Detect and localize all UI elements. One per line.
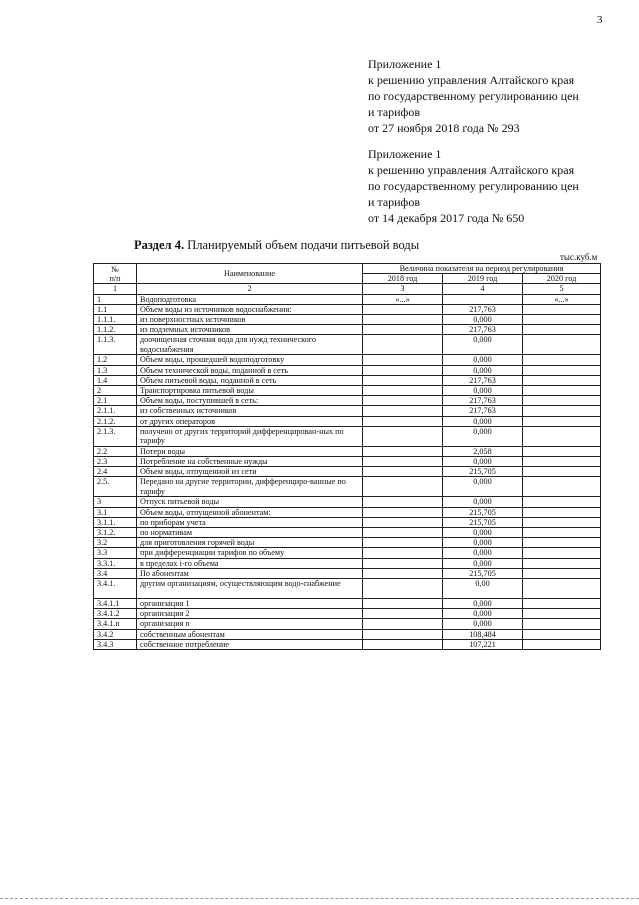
row-name: из подземных источников xyxy=(137,325,363,335)
row-number: 2.1.2. xyxy=(94,416,137,426)
row-name: другим организациям, осуществляющим водо-снабжение xyxy=(137,579,363,599)
header-num xyxy=(94,264,137,284)
section-heading: Планируемый объем подачи питьевой воды xyxy=(187,238,420,252)
row-name: Транспортировка питьевой воды xyxy=(137,386,363,396)
row-number: 1.1.1. xyxy=(94,315,137,325)
value-2018 xyxy=(363,528,443,538)
value-2018 xyxy=(363,375,443,385)
column-number: 3 xyxy=(363,284,443,294)
value-2020 xyxy=(523,558,601,568)
row-name: Объем воды, поступившей в сеть: xyxy=(137,396,363,406)
table-row xyxy=(94,507,601,517)
row-number: 1.4 xyxy=(94,375,137,385)
appendix-line: Приложение 1 xyxy=(368,57,442,71)
table-row xyxy=(94,446,601,456)
value-2018 xyxy=(363,497,443,507)
value-2019: 217,763 xyxy=(443,304,523,314)
value-2020: «...» xyxy=(523,294,601,304)
row-name: собственное потребление xyxy=(137,639,363,649)
value-2020 xyxy=(523,467,601,477)
table-row xyxy=(94,396,601,406)
value-2020 xyxy=(523,416,601,426)
value-2020 xyxy=(523,375,601,385)
value-2020 xyxy=(523,406,601,416)
table-row xyxy=(94,416,601,426)
table-row xyxy=(94,386,601,396)
table-row xyxy=(94,619,601,629)
value-2020 xyxy=(523,609,601,619)
value-2019: 108,484 xyxy=(443,629,523,639)
row-number: 3.3 xyxy=(94,548,137,558)
value-2020 xyxy=(523,457,601,467)
appendix-line: к решению управления Алтайского края xyxy=(368,73,575,87)
table-row xyxy=(94,426,601,446)
appendix-line: от 14 декабря 2017 года № 650 xyxy=(368,211,525,225)
value-2020 xyxy=(523,528,601,538)
table-row xyxy=(94,558,601,568)
row-number: 2.3 xyxy=(94,457,137,467)
row-name: организация n xyxy=(137,619,363,629)
value-2020 xyxy=(523,396,601,406)
table-row xyxy=(94,325,601,335)
row-number: 1.3 xyxy=(94,365,137,375)
value-2019: 217,763 xyxy=(443,396,523,406)
value-2020 xyxy=(523,335,601,355)
value-2020 xyxy=(523,548,601,558)
row-number: 1.1 xyxy=(94,304,137,314)
row-name: собственным абонентам xyxy=(137,629,363,639)
value-2020 xyxy=(523,386,601,396)
row-name: из собственных источников xyxy=(137,406,363,416)
value-2019: 0,000 xyxy=(443,315,523,325)
row-name: По абонентам xyxy=(137,568,363,578)
row-name: Объем питьевой воды, поданной в сеть xyxy=(137,375,363,385)
header-period: Величина показателя на период регулирования xyxy=(363,264,601,274)
row-name: Объем воды, отпущенной из сети xyxy=(137,467,363,477)
table-row xyxy=(94,294,601,304)
appendix-line: по государственному регулированию цен xyxy=(368,179,579,193)
row-number: 3.4.1.2 xyxy=(94,609,137,619)
row-number: 1.1.3. xyxy=(94,335,137,355)
value-2019: 0,000 xyxy=(443,386,523,396)
value-2018 xyxy=(363,629,443,639)
value-2018 xyxy=(363,639,443,649)
table-row xyxy=(94,548,601,558)
appendix-line: и тарифов xyxy=(368,195,421,209)
appendix-line: к решению управления Алтайского края xyxy=(368,163,575,177)
column-number: 5 xyxy=(523,284,601,294)
value-2018 xyxy=(363,304,443,314)
value-2019: 0,000 xyxy=(443,538,523,548)
column-number: 1 xyxy=(94,284,137,294)
value-2018 xyxy=(363,517,443,527)
value-2019: 0,000 xyxy=(443,609,523,619)
header-year-2019: 2019 год xyxy=(443,274,523,284)
value-2019: 0,000 xyxy=(443,335,523,355)
value-2018: «...» xyxy=(363,294,443,304)
row-number: 3.3.1. xyxy=(94,558,137,568)
row-name: Объем воды, отпущенной абонентам: xyxy=(137,507,363,517)
appendix-line: Приложение 1 xyxy=(368,147,442,161)
header-num-bottom: п/п xyxy=(109,273,121,283)
value-2019: 0,000 xyxy=(443,426,523,446)
table-row xyxy=(94,406,601,416)
value-2019: 0,000 xyxy=(443,558,523,568)
value-2018 xyxy=(363,335,443,355)
column-number-row xyxy=(94,284,601,294)
row-name: Потребление на собственные нужды xyxy=(137,457,363,467)
row-number: 2.5. xyxy=(94,477,137,497)
table-row xyxy=(94,599,601,609)
value-2018 xyxy=(363,609,443,619)
value-2019: 215,705 xyxy=(443,517,523,527)
row-number: 1.1.2. xyxy=(94,325,137,335)
value-2020 xyxy=(523,538,601,548)
row-number: 1 xyxy=(94,294,137,304)
row-name: в пределах i-го объема xyxy=(137,558,363,568)
row-number: 3.4.1.n xyxy=(94,619,137,629)
value-2020 xyxy=(523,355,601,365)
table-row xyxy=(94,609,601,619)
value-2018 xyxy=(363,548,443,558)
value-2020 xyxy=(523,304,601,314)
row-number: 3.4.3 xyxy=(94,639,137,649)
row-name: для приготовления горячей воды xyxy=(137,538,363,548)
unit-label: тыс.куб.м xyxy=(560,252,598,262)
value-2020 xyxy=(523,579,601,599)
row-number: 3 xyxy=(94,497,137,507)
value-2019 xyxy=(443,294,523,304)
value-2018 xyxy=(363,426,443,446)
row-name: Объем воды из источников водоснабжения: xyxy=(137,304,363,314)
bottom-divider xyxy=(0,898,639,899)
value-2020 xyxy=(523,315,601,325)
value-2018 xyxy=(363,396,443,406)
value-2018 xyxy=(363,446,443,456)
appendix-line: по государственному регулированию цен xyxy=(368,89,579,103)
header-year-2018: 2018 год xyxy=(363,274,443,284)
header-name: Наименование xyxy=(137,264,363,284)
appendix-line: от 27 ноября 2018 года № 293 xyxy=(368,121,520,135)
value-2018 xyxy=(363,467,443,477)
header-year-2020: 2020 год xyxy=(523,274,601,284)
table-row xyxy=(94,315,601,325)
value-2019: 215,705 xyxy=(443,568,523,578)
row-number: 2.1 xyxy=(94,396,137,406)
row-number: 3.1.1. xyxy=(94,517,137,527)
row-number: 2.2 xyxy=(94,446,137,456)
page-number: 3 xyxy=(597,14,603,26)
row-name: Передано на другие территории, дифференциро-ванные по тарифу xyxy=(137,477,363,497)
value-2019: 0,000 xyxy=(443,416,523,426)
row-name: из поверхностных источников xyxy=(137,315,363,325)
value-2018 xyxy=(363,416,443,426)
row-name: организация 2 xyxy=(137,609,363,619)
table-row xyxy=(94,365,601,375)
table-body xyxy=(94,294,601,649)
table-row xyxy=(94,457,601,467)
value-2018 xyxy=(363,579,443,599)
value-2020 xyxy=(523,426,601,446)
value-2018 xyxy=(363,457,443,467)
table-row xyxy=(94,528,601,538)
row-number: 2.1.1. xyxy=(94,406,137,416)
table-row xyxy=(94,517,601,527)
value-2020 xyxy=(523,599,601,609)
value-2020 xyxy=(523,568,601,578)
table-row xyxy=(94,629,601,639)
table-row xyxy=(94,375,601,385)
table-row xyxy=(94,639,601,649)
row-number: 2.4 xyxy=(94,467,137,477)
value-2018 xyxy=(363,365,443,375)
value-2019: 0,000 xyxy=(443,457,523,467)
table-row xyxy=(94,355,601,365)
table-row xyxy=(94,497,601,507)
appendix-note-2018 xyxy=(368,56,579,136)
row-number: 3.1.2. xyxy=(94,528,137,538)
row-number: 3.4 xyxy=(94,568,137,578)
row-number: 2 xyxy=(94,386,137,396)
row-number: 2.1.3. xyxy=(94,426,137,446)
table-row xyxy=(94,335,601,355)
value-2020 xyxy=(523,365,601,375)
row-name: Потери воды xyxy=(137,446,363,456)
row-name: при дифференциации тарифов по объему xyxy=(137,548,363,558)
value-2018 xyxy=(363,477,443,497)
row-name: Водоподготовка xyxy=(137,294,363,304)
value-2019: 0,000 xyxy=(443,477,523,497)
value-2019: 0,000 xyxy=(443,619,523,629)
value-2018 xyxy=(363,558,443,568)
row-name: Объем технической воды, поданной в сеть xyxy=(137,365,363,375)
header-num-top: № xyxy=(111,264,119,274)
table-row xyxy=(94,467,601,477)
value-2018 xyxy=(363,619,443,629)
value-2019: 217,763 xyxy=(443,406,523,416)
row-name: организация 1 xyxy=(137,599,363,609)
row-name: Отпуск питьевой воды xyxy=(137,497,363,507)
section-title xyxy=(134,238,419,253)
appendix-note-2017 xyxy=(368,146,579,226)
value-2018 xyxy=(363,507,443,517)
value-2019: 0,00 xyxy=(443,579,523,599)
row-number: 3.2 xyxy=(94,538,137,548)
row-name: по нормативам xyxy=(137,528,363,538)
value-2020 xyxy=(523,325,601,335)
row-number: 3.1 xyxy=(94,507,137,517)
column-number: 4 xyxy=(443,284,523,294)
header-row xyxy=(94,264,601,274)
table-row xyxy=(94,477,601,497)
value-2019: 0,000 xyxy=(443,497,523,507)
table-row xyxy=(94,568,601,578)
value-2019: 215,705 xyxy=(443,507,523,517)
value-2019: 0,000 xyxy=(443,355,523,365)
column-number: 2 xyxy=(137,284,363,294)
row-number: 3.4.1.1 xyxy=(94,599,137,609)
row-name: доочищенная сточная вода для нужд технического водоснабжения xyxy=(137,335,363,355)
row-name: Объем воды, прошедшей водоподготовку xyxy=(137,355,363,365)
value-2018 xyxy=(363,325,443,335)
value-2018 xyxy=(363,568,443,578)
appendix-line: и тарифов xyxy=(368,105,421,119)
value-2019: 217,763 xyxy=(443,325,523,335)
table-row xyxy=(94,538,601,548)
value-2020 xyxy=(523,629,601,639)
value-2018 xyxy=(363,355,443,365)
water-supply-table xyxy=(93,263,601,650)
value-2019: 0,000 xyxy=(443,365,523,375)
table-row xyxy=(94,304,601,314)
value-2020 xyxy=(523,619,601,629)
value-2020 xyxy=(523,517,601,527)
section-label: Раздел 4. xyxy=(134,238,185,252)
value-2019: 0,000 xyxy=(443,599,523,609)
value-2019: 0,000 xyxy=(443,548,523,558)
row-number: 1.2 xyxy=(94,355,137,365)
value-2020 xyxy=(523,507,601,517)
value-2018 xyxy=(363,538,443,548)
value-2019: 0,000 xyxy=(443,528,523,538)
row-number: 3.4.2 xyxy=(94,629,137,639)
value-2018 xyxy=(363,386,443,396)
value-2019: 217,763 xyxy=(443,375,523,385)
value-2020 xyxy=(523,446,601,456)
value-2018 xyxy=(363,315,443,325)
value-2019: 107,221 xyxy=(443,639,523,649)
row-name: получено от других территорий дифференцирован-ных по тарифу xyxy=(137,426,363,446)
value-2020 xyxy=(523,477,601,497)
row-number: 3.4.1. xyxy=(94,579,137,599)
row-name: по приборам учета xyxy=(137,517,363,527)
value-2020 xyxy=(523,639,601,649)
table-row xyxy=(94,579,601,599)
value-2018 xyxy=(363,406,443,416)
value-2019: 215,705 xyxy=(443,467,523,477)
value-2018 xyxy=(363,599,443,609)
value-2020 xyxy=(523,497,601,507)
value-2019: 2,058 xyxy=(443,446,523,456)
row-name: от других операторов xyxy=(137,416,363,426)
